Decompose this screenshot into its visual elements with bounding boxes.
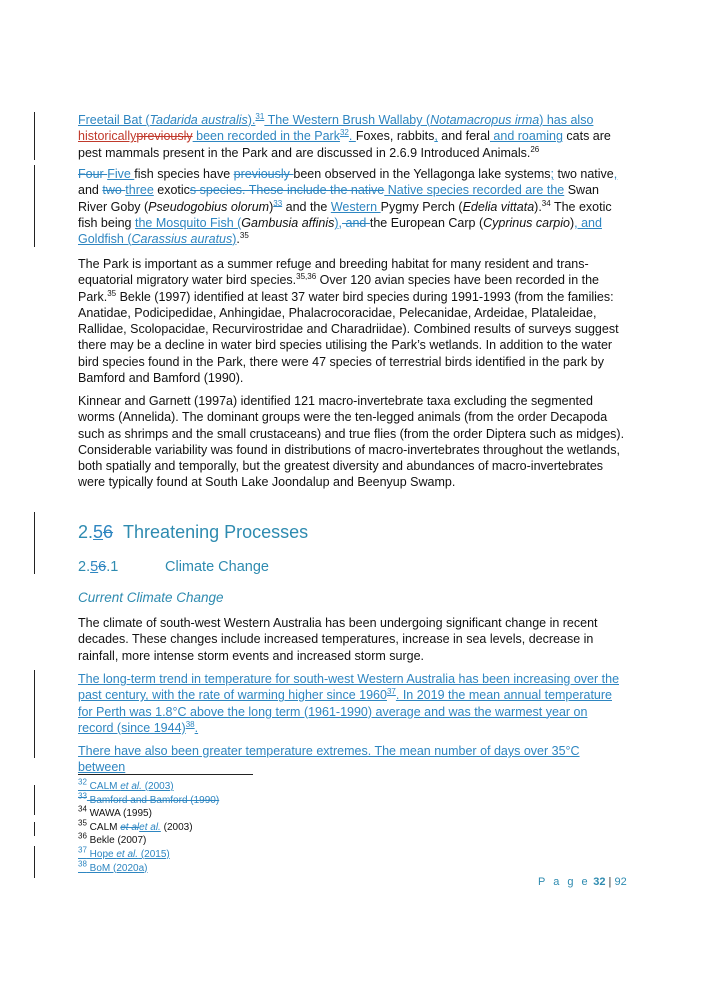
- footnote-37: $^{37}$ Hope et al. (2015): [78, 845, 170, 860]
- subsection-heading: 2.56.1 Climate Change: [78, 559, 269, 575]
- sub-subsection-heading: Current Climate Change: [78, 590, 224, 605]
- change-bar: [34, 112, 35, 160]
- section-heading: 2.56 Threatening Processes: [78, 522, 309, 542]
- change-bar: [34, 512, 35, 574]
- page-footer: P a g e 32 | 92: [538, 876, 627, 888]
- paragraph-temperature-extremes: There have also been greater temperature extremes. The mean number of days over 35°C between: [78, 744, 580, 775]
- change-bar: [34, 822, 35, 836]
- footnote-36: $^{36}$ Bekle (2007): [78, 832, 147, 847]
- page-total: 92: [614, 876, 627, 888]
- footnote-separator: [78, 774, 253, 775]
- footnote-34: $^{34}$ WAWA (1995): [78, 804, 152, 820]
- footnotes: [78, 777, 220, 875]
- paragraph-fish: Four Five fish species have previously been observed in the Yellagonga lake systems; two native, and two three exotics species. These include the native Native species recorded are the Swan River Goby (Pseudogobius olorum)$^{33}$ and the Western Pygmy Perch (Edelia vittata).$^{34}$ The exotic fish being the Mosquito Fish (Gambusia affinis), and the European Carp (Cyprinus carpio), and Goldfish (Carassius auratus).$^{35}$: [78, 167, 618, 247]
- footnote-38: $^{38}$ BoM (2020a): [78, 859, 148, 874]
- change-bar: [34, 165, 35, 247]
- change-bar: [34, 846, 35, 878]
- footnote-33: $^{33}$ Bamford and Bamford (1990): [78, 791, 220, 806]
- paragraph-climate: The climate of south-west Western Australia has been undergoing significant change in recent decades. These changes include increased temperatures, increase in sea levels, decrease in rainfall, more intense storm events and increased storm surge.: [78, 616, 598, 663]
- footnote-32: $^{32}$ CALM et al. (2003): [78, 777, 174, 792]
- change-bar: [34, 670, 35, 758]
- change-bar: [34, 785, 35, 815]
- paragraph-birds: The Park is important as a summer refuge and breeding habitat for many resident and trans-equatorial migratory water bird species.$^{35,36}$ Over 120 avian species have been recorded in the Park.$^{35}$ Bekle (1997) identified at least 37 water bird species during 1991-1993 (from the families: Anatidae, Podicipedidae, Anhingidae, Phalacrocoracidae, Pelecanidae, Ardeidae, Plataleidae, Rallidae, Scolopacidae, Recurvirostridae and Charadriidae). Combined results of surveys suggest there may be a decline in water bird species utilising the Park’s wetlands. In addition to the water bird species found in the Park, there were 47 species of terrestrial birds identified in the park by Bamford and Bamford (1990).: [78, 257, 619, 386]
- paragraph-mammals: Freetail Bat (Tadarida australis).$^{31}$ The Western Brush Wallaby (Notamacropus irma) has also historicallypreviously been recorded in the Park$^{32}$. Foxes, rabbits, and feral and roaming cats are pest mammals present in the Park and are discussed in 2.6.9 Introduced Animals.$^{26}$: [78, 111, 611, 160]
- paragraph-invertebrates: Kinnear and Garnett (1997a) identified 121 macro-invertebrate taxa excluding the segmented worms (Annelida). The dominant groups were the ten-legged animals (from the order Decapoda such as shrimps and the small crustaceans) and true flies (from the order Diptera such as midges). Considerable variability was found in distributions of macro-invertebrates throughout the wetlands, both spatially and temporally, but the greatest diversity and abundances of macro-invertebrates were typically found at South Lake Joondalup and Beenyup Swamp.: [78, 394, 625, 490]
- paragraph-temperature-trend: The long-term trend in temperature for south-west Western Australia has been increasing over the past century, with the rate of warming higher since 1960$^{37}$. In 2019 the mean annual temperature for Perth was 1.8°C above the long term (1961-1990) average and was the warmest year on record (since 1944)$^{38}$.: [78, 672, 620, 735]
- footnote-35: $^{35}$ CALM et alet al. (2003): [78, 818, 193, 833]
- page-number: 32: [593, 876, 606, 888]
